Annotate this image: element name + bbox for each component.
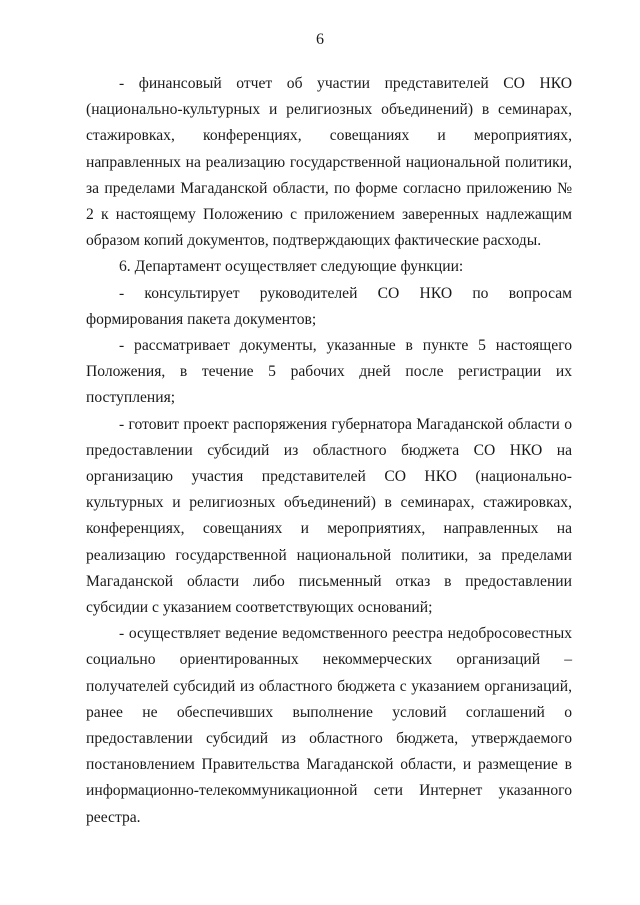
paragraph-consults: - консультирует руководителей СО НКО по вопросам формирования пакета документов; <box>86 284 572 328</box>
paragraph-maintains-registry: - осуществляет ведение ведомственного реестра недобросовестных социально ориентированных некоммерческих организаций – получателей субсидий из областного бюджета с указанием организаций, ранее не обеспечивших выполнение условий соглашений о предоставлении субсидий из областного бюджета, утверждаемого постановлением Правительства Магаданской области, и размещение в информационно-телекоммуникационной сети Интернет указанного реестра. <box>86 625 572 826</box>
paragraph-prepares-order: - готовит проект распоряжения губернатора Магаданской области о предоставлении субсидий из областного бюджета СО НКО на организацию участия представителей СО НКО (национально-культурных и религиозных объединений) в семинарах, стажировках, конференциях, совещаниях и мероприятиях, направленных на реализацию государственной национальной политики, за пределами Магаданской области либо письменный отказ в предоставлении субсидии с указанием соответствующих оснований; <box>86 415 572 617</box>
page-number: 6 <box>316 31 324 48</box>
paragraph-reviews-documents: - рассматривает документы, указанные в пункте 5 настоящего Положения, в течение 5 рабочих дней после регистрации их поступления; <box>86 337 572 407</box>
document-body <box>86 71 572 831</box>
paragraph-department-functions: 6. Департамент осуществляет следующие функции: <box>119 258 464 276</box>
paragraph-financial-report: - финансовый отчет об участии представителей СО НКО (национально-культурных и религиозных объединений) в семинарах, стажировках, конференциях, совещаниях и мероприятиях, направленных на реализацию государственной национальной политики, за пределами Магаданской области, по форме согласно приложению № 2 к настоящему Положению с приложением заверенных надлежащим образом копий документов, подтверждающих фактические расходы. <box>86 75 572 250</box>
